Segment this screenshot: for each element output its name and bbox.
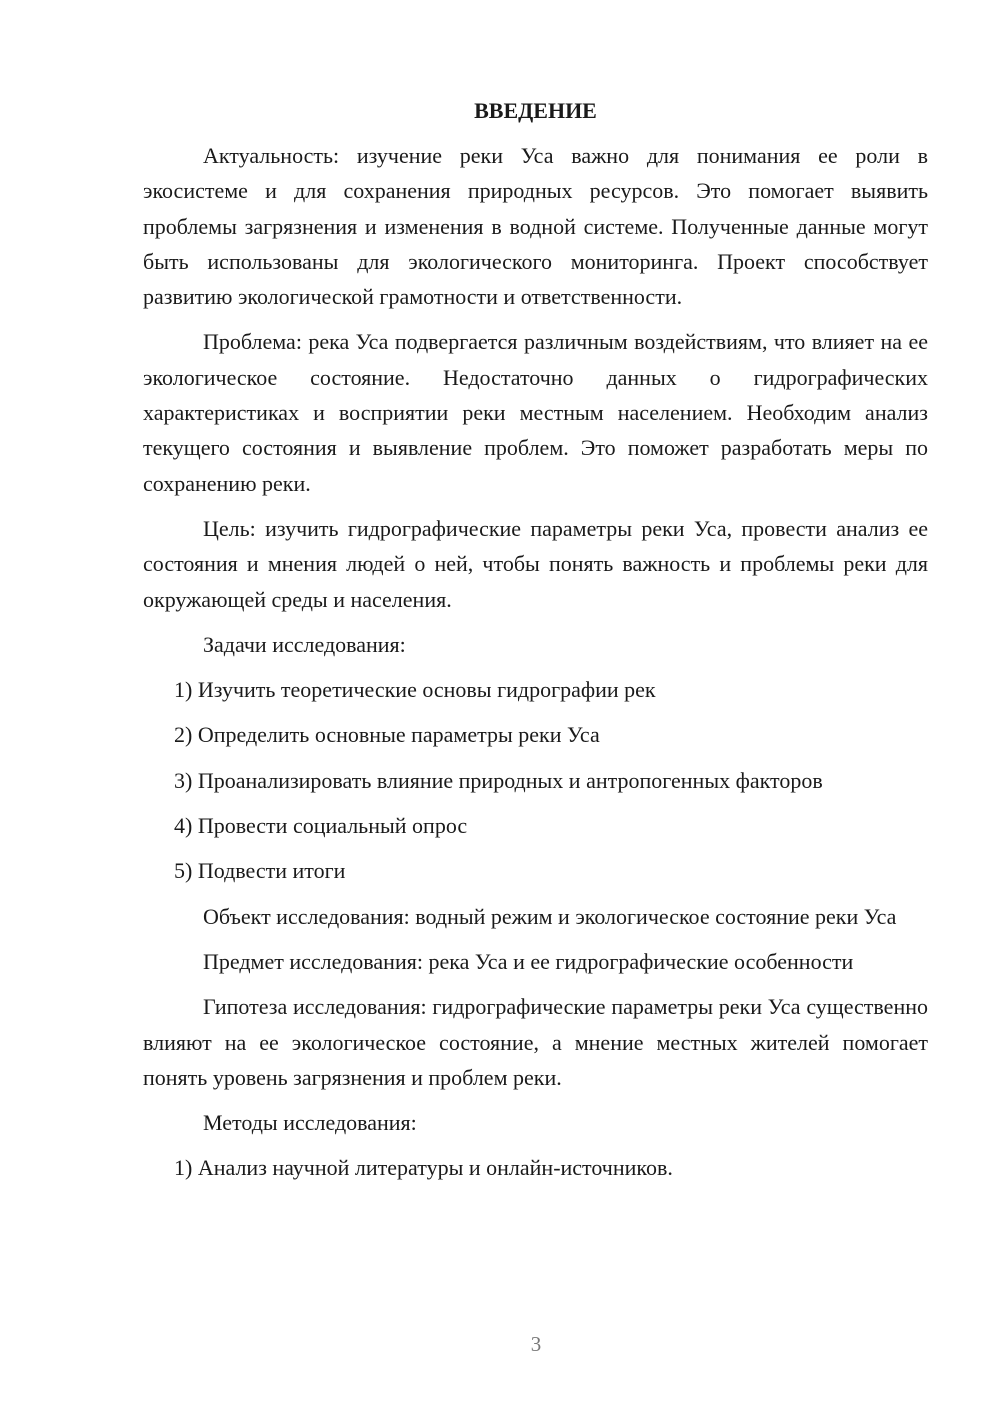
task-item: 2) Определить основные параметры реки Уса xyxy=(174,722,600,748)
relevance-paragraph: Актуальность: изучение реки Уса важно для понимания ее роли в экосистеме и для сохранения природных ресурсов. Это помогает выявить проблемы загрязнения и изменения в водной системе. Полученные данные могут быть использованы для экологического мониторинга. Проект способствует развитию экологической грамотности и ответственности. xyxy=(143,143,928,310)
methods-list xyxy=(143,1150,928,1185)
methods-heading: Методы исследования: xyxy=(203,1110,417,1136)
task-item: 4) Провести социальный опрос xyxy=(174,813,468,839)
task-item: 1) Изучить теоретические основы гидрографии рек xyxy=(174,677,656,703)
object-paragraph: Объект исследования: водный режим и экологическое состояние реки Уса xyxy=(203,903,897,929)
method-item: 1) Анализ научной литературы и онлайн-источников. xyxy=(174,1155,673,1181)
task-item: 5) Подвести итоги xyxy=(174,858,346,884)
hypothesis-paragraph: Гипотеза исследования: гидрографические параметры реки Уса существенно влияют на ее экологическое состояние, а мнение местных жителей помогает понять уровень загрязнения и проблем реки. xyxy=(143,994,928,1090)
document-page xyxy=(143,93,928,1186)
problem-paragraph: Проблема: река Уса подвергается различным воздействиям, что влияет на ее экологическое состояние. Недостаточно данных о гидрографических характеристиках и восприятии реки местным населением. Необходим анализ текущего состояния и выявление проблем. Это поможет разработать меры по сохранению реки. xyxy=(143,329,928,496)
tasks-list xyxy=(143,672,928,888)
page-number: 3 xyxy=(530,1332,542,1356)
tasks-heading: Задачи исследования: xyxy=(203,631,406,657)
subject-paragraph: Предмет исследования: река Уса и ее гидрографические особенности xyxy=(203,948,854,974)
section-title: ВВЕДЕНИЕ xyxy=(474,98,597,123)
goal-paragraph: Цель: изучить гидрографические параметры реки Уса, провести анализ ее состояния и мнения людей о ней, чтобы понять важность и проблемы реки для окружающей среды и населения. xyxy=(143,515,928,612)
task-item: 3) Проанализировать влияние природных и антропогенных факторов xyxy=(174,767,823,793)
